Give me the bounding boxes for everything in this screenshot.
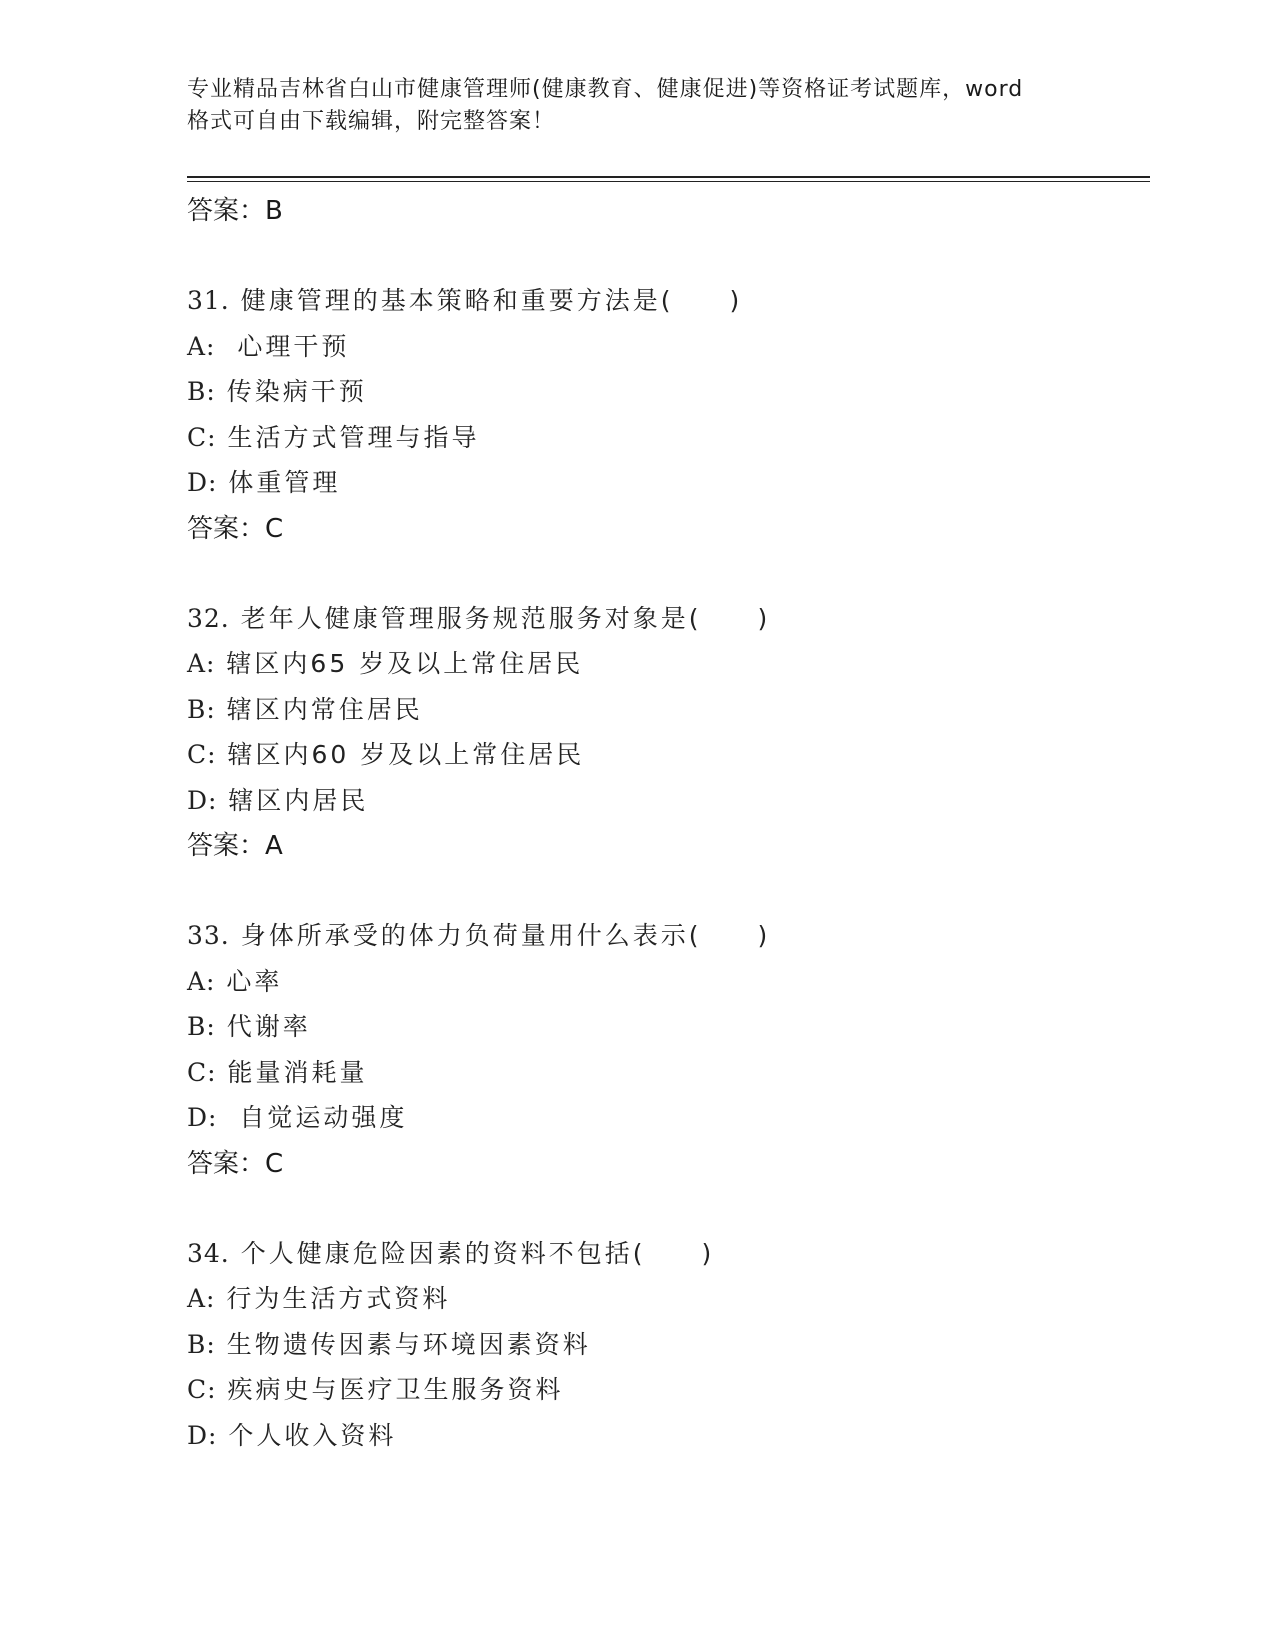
page-header xyxy=(187,74,1087,138)
option-key: B: xyxy=(187,694,216,724)
option-text: 传染病干预 xyxy=(215,377,367,406)
answer-line: 答案：B xyxy=(187,196,283,226)
option-key: D: xyxy=(187,1420,218,1450)
option-key: D: xyxy=(187,468,218,497)
question-31 xyxy=(187,278,1087,552)
option-text: 自觉运动强度 xyxy=(217,1103,408,1132)
option-key: B: xyxy=(187,1329,216,1359)
option-key: C: xyxy=(187,1375,217,1404)
option-text: 行为生活方式资料 xyxy=(215,1284,451,1313)
option-key: C: xyxy=(187,1057,217,1087)
spacer xyxy=(187,869,1087,913)
header-divider-thin xyxy=(187,181,1150,182)
header-divider-thick xyxy=(187,176,1150,178)
option-key: B: xyxy=(187,377,216,406)
option-key: A: xyxy=(187,331,216,361)
option-c xyxy=(187,1367,1087,1413)
spacer xyxy=(187,1187,1087,1231)
option-key: C: xyxy=(187,740,217,769)
option-key: A: xyxy=(187,966,216,996)
option-key: D: xyxy=(187,1103,218,1132)
question-title xyxy=(187,596,1087,642)
option-text: 辖区内60 岁及以上常住居民 xyxy=(216,740,585,769)
question-34 xyxy=(187,1231,1087,1459)
option-text: 代谢率 xyxy=(215,1012,311,1041)
option-text: 体重管理 xyxy=(217,468,341,497)
option-text: 心率 xyxy=(215,966,283,996)
spacer xyxy=(187,552,1087,596)
question-number: 34. xyxy=(187,1238,230,1268)
header-line-1: 专业精品吉林省白山市健康管理师(健康教育、健康促进)等资格证考试题库，word xyxy=(187,77,1024,102)
option-c xyxy=(187,415,1087,461)
question-32 xyxy=(187,596,1087,870)
option-text: 辖区内常住居民 xyxy=(215,694,423,724)
answer-line: 答案：C xyxy=(187,1148,284,1179)
option-b xyxy=(187,1004,1087,1050)
option-d xyxy=(187,778,1087,824)
option-text: 辖区内65 岁及以上常住居民 xyxy=(215,649,584,678)
question-list xyxy=(187,188,1087,1458)
option-a xyxy=(187,324,1087,370)
option-a xyxy=(187,641,1087,687)
answer-line: 答案：C xyxy=(187,513,284,544)
option-text: 个人收入资料 xyxy=(217,1420,397,1450)
option-text: 能量消耗量 xyxy=(216,1057,368,1087)
option-text: 生物遗传因素与环境因素资料 xyxy=(215,1329,591,1359)
answer-line: 答案：A xyxy=(187,831,283,861)
option-key: B: xyxy=(187,1012,216,1041)
question-title xyxy=(187,278,1087,324)
question-33 xyxy=(187,913,1087,1187)
option-d xyxy=(187,1095,1087,1141)
question-number: 31. xyxy=(187,286,230,315)
question-text: 个人健康危险因素的资料不包括( ) xyxy=(229,1238,715,1268)
option-c xyxy=(187,732,1087,778)
question-text: 老年人健康管理服务规范服务对象是( ) xyxy=(229,603,771,633)
option-b xyxy=(187,1322,1087,1368)
option-d xyxy=(187,1413,1087,1459)
option-text: 生活方式管理与指导 xyxy=(216,422,480,452)
option-key: C: xyxy=(187,422,217,452)
question-text: 身体所承受的体力负荷量用什么表示( ) xyxy=(229,921,771,950)
question-text: 健康管理的基本策略和重要方法是( ) xyxy=(229,286,743,315)
question-number: 33. xyxy=(187,921,230,950)
option-b xyxy=(187,687,1087,733)
option-b xyxy=(187,369,1087,415)
spacer xyxy=(187,234,1087,278)
header-line-2: 格式可自由下载编辑，附完整答案！ xyxy=(187,109,556,134)
question-number: 32. xyxy=(187,603,230,633)
option-key: A: xyxy=(187,649,216,678)
option-text: 心理干预 xyxy=(215,331,350,361)
option-text: 疾病史与医疗卫生服务资料 xyxy=(216,1375,564,1404)
question-title xyxy=(187,1231,1087,1277)
option-d xyxy=(187,460,1087,506)
option-key: D: xyxy=(187,785,218,815)
option-c xyxy=(187,1050,1087,1096)
option-key: A: xyxy=(187,1284,216,1313)
option-a xyxy=(187,1276,1087,1322)
question-title xyxy=(187,913,1087,959)
option-a xyxy=(187,959,1087,1005)
option-text: 辖区内居民 xyxy=(217,785,369,815)
